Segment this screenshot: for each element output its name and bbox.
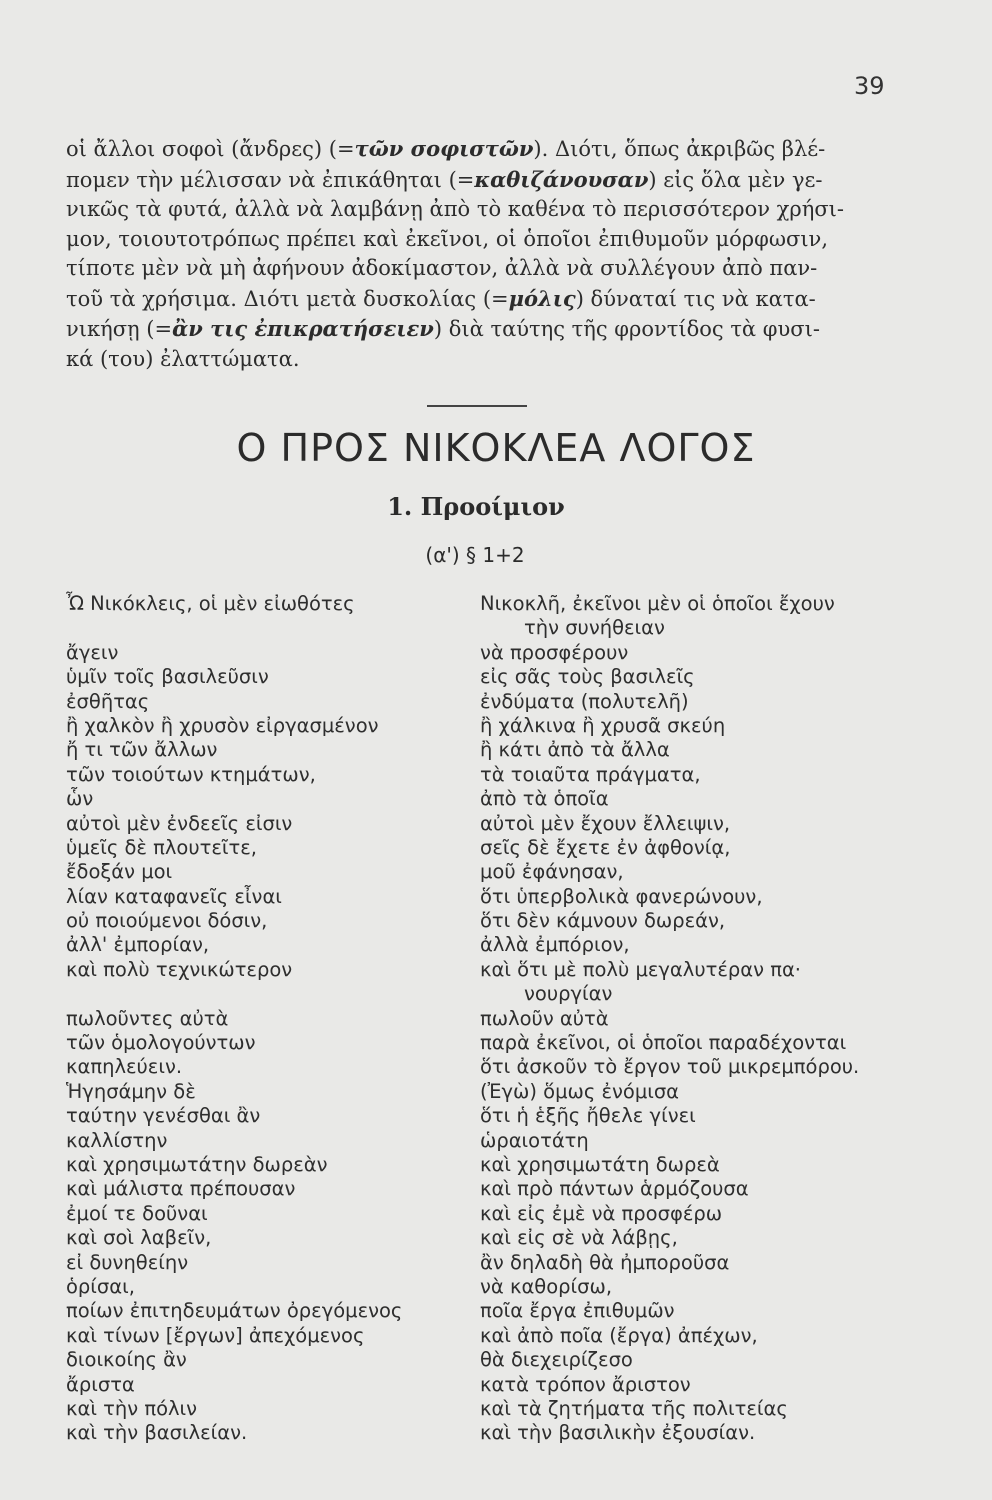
greek-line: ὁρίσαι,: [66, 1274, 135, 1298]
intro-line: [66, 195, 892, 225]
translation-line: ὡραιοτάτη: [480, 1128, 589, 1152]
greek-line: ἐσθῆτας: [66, 689, 150, 713]
translation-line: ὅτι ἀσκοῦν τὸ ἔργον τοῦ μικρεμπόρου.: [480, 1055, 860, 1079]
translation-line: κατὰ τρόπον ἄριστον: [480, 1372, 691, 1396]
greek-line: πωλοῦντες αὐτὰ: [66, 1006, 229, 1030]
greek-line: καὶ μάλιστα πρέπουσαν: [66, 1177, 296, 1201]
greek-line: καὶ τίνων [ἔργων] ἀπεχόμενος: [66, 1323, 365, 1347]
translation-line: καὶ τὰ ζητήματα τῆς πολιτείας: [480, 1396, 788, 1420]
translation-line: ἀπὸ τὰ ὁποῖα: [480, 787, 609, 811]
intro-text: κά (του) ἐλαττώματα.: [66, 346, 300, 371]
intro-emphasis: καθιζάνουσαν: [474, 166, 649, 192]
translation-line: καὶ εἰς ἐμὲ νὰ προσφέρω: [480, 1201, 723, 1225]
intro-emphasis: μόλις: [508, 285, 576, 311]
greek-line: ὧν: [66, 787, 94, 811]
greek-line: Ἡγησάμην δὲ: [66, 1079, 196, 1103]
greek-line: λίαν καταφανεῖς εἶναι: [66, 884, 282, 908]
intro-text: οἱ ἄλλοι σοφοὶ (ἄνδρες) (=: [66, 137, 355, 161]
intro-text: ). Διότι, ὅπως ἀκριβῶς βλέ-: [533, 137, 826, 161]
section-heading: 1. Προοίμιον: [387, 492, 565, 521]
greek-line: [66, 616, 466, 640]
translation-line: (Ἐγὼ) ὅμως ἐνόμισα: [480, 1079, 680, 1103]
greek-line: ἔδοξάν μοι: [66, 860, 173, 884]
intro-emphasis: τῶν σοφιστῶν: [354, 136, 534, 161]
intro-emphasis: ἂν τις ἐπικρατήσειεν: [172, 316, 434, 341]
intro-text: νικῶς τὰ φυτά, ἀλλὰ νὰ λαμβάνῃ ἀπὸ τὸ καθένα τὸ περισσότερον χρήσι-: [66, 197, 844, 221]
original-text-column: [66, 592, 466, 1446]
intro-line: [66, 254, 892, 284]
translation-line: νουργίαν: [524, 982, 613, 1006]
translation-line: θὰ διεχειρίζεσο: [480, 1348, 633, 1372]
greek-line: ἄριστα: [66, 1372, 135, 1396]
greek-line: ἤ τι τῶν ἄλλων: [66, 738, 218, 762]
greek-line: ὑμεῖς δὲ πλουτεῖτε,: [66, 835, 257, 859]
translation-line: εἰς σᾶς τοὺς βασιλεῖς: [480, 665, 695, 689]
translation-line: σεῖς δὲ ἔχετε ἐν ἀφθονίᾳ,: [480, 835, 731, 859]
translation-line: ἢ χάλκινα ἢ χρυσᾶ σκεύη: [480, 713, 726, 737]
translation-line: τὴν συνήθειαν: [524, 616, 665, 640]
intro-line: [66, 284, 892, 315]
translation-line: καὶ ἀπὸ ποῖα (ἔργα) ἀπέχων,: [480, 1323, 758, 1347]
intro-text: τίποτε μὲν νὰ μὴ ἀφήνουν ἀδοκίμαστον, ἀλλὰ νὰ συλλέγουν ἀπὸ παν-: [66, 256, 818, 280]
translation-line: ἐνδύματα (πολυτελῆ): [480, 689, 689, 713]
translation-line: ὅτι ἡ ἑξῆς ἤθελε γίνει: [480, 1104, 696, 1128]
subsection-heading: (α') § 1+2: [425, 543, 525, 567]
translation-line: ὅτι δὲν κάμνουν δωρεάν,: [480, 909, 726, 933]
greek-line: καὶ τὴν βασιλείαν.: [66, 1421, 248, 1445]
page-number: 39: [854, 72, 885, 100]
translation-line: πωλοῦν αὐτὰ: [480, 1006, 609, 1030]
greek-line: καὶ πολὺ τεχνικώτερον: [66, 957, 293, 981]
translation-line: νὰ προσφέρουν: [480, 640, 629, 664]
translation-line: μοῦ ἐφάνησαν,: [480, 860, 624, 884]
translation-line: ἂν δηλαδὴ θὰ ἠμποροῦσα: [480, 1250, 730, 1274]
translation-line: καὶ πρὸ πάντων ἁρμόζουσα: [480, 1177, 749, 1201]
translation-line: ἢ κάτι ἀπὸ τὰ ἄλλα: [480, 738, 670, 762]
translation-line: αὐτοὶ μὲν ἔχουν ἔλλειψιν,: [480, 811, 731, 835]
translation-line: Νικοκλῆ, ἐκεῖνοι μὲν οἱ ὁποῖοι ἔχουν: [480, 592, 835, 615]
translation-line: καὶ ὅτι μὲ πολὺ μεγαλυτέραν πα·: [480, 957, 802, 981]
translation-line: καὶ τὴν βασιλικὴν ἐξουσίαν.: [480, 1421, 756, 1445]
greek-line: ἢ χαλκὸν ἢ χρυσὸν εἰργασμένον: [66, 713, 379, 737]
intro-text: ) δύναταί τις νὰ κατα-: [575, 286, 816, 311]
translation-line: παρὰ ἐκεῖνοι, οἱ ὁποῖοι παραδέχονται: [480, 1031, 847, 1055]
intro-line: [66, 134, 892, 165]
greek-line: ταύτην γενέσθαι ἂν: [66, 1104, 261, 1128]
greek-line: καὶ χρησιμωτάτην δωρεὰν: [66, 1152, 328, 1176]
intro-text: ) διὰ ταύτης τῆς φροντίδος τὰ φυσι-: [433, 317, 820, 341]
greek-line: τῶν ὁμολογούντων: [66, 1031, 256, 1055]
greek-line: καὶ σοὶ λαβεῖν,: [66, 1226, 212, 1250]
greek-line: ὑμῖν τοῖς βασιλεῦσιν: [66, 665, 269, 689]
translation-column: [480, 592, 940, 1446]
translation-line: ποῖα ἔργα ἐπιθυμῶν: [480, 1299, 675, 1323]
intro-text: νικήσῃ (=: [66, 317, 173, 341]
greek-line: καπηλεύειν.: [66, 1055, 183, 1079]
intro-line: [66, 314, 892, 345]
translation-line: ἀλλὰ ἐμπόριον,: [480, 933, 630, 957]
greek-line: εἰ δυνηθείην: [66, 1250, 189, 1274]
greek-line: τῶν τοιούτων κτημάτων,: [66, 762, 316, 786]
translation-line: καὶ εἰς σὲ νὰ λάβῃς,: [480, 1226, 678, 1250]
greek-line: ποίων ἐπιτηδευμάτων ὀρεγόμενος: [66, 1299, 403, 1323]
intro-text: τοῦ τὰ χρήσιμα. Διότι μετὰ δυσκολίας (=: [66, 286, 509, 311]
greek-line: αὐτοὶ μὲν ἐνδεεῖς εἰσιν: [66, 811, 293, 835]
greek-line: καλλίστην: [66, 1128, 168, 1152]
translation-line: νὰ καθορίσω,: [480, 1274, 613, 1298]
greek-line: διοικοίης ἂν: [66, 1348, 187, 1372]
translation-line: τὰ τοιαῦτα πράγματα,: [480, 762, 701, 786]
intro-text: μον, τοιουτοτρόπως πρέπει καὶ ἐκεῖνοι, οἱ ὁποῖοι ἐπιθυμοῦν μόρφωσιν,: [66, 226, 828, 251]
greek-line: [66, 982, 466, 1006]
intro-text: ) εἰς ὅλα μὲν γε-: [648, 167, 823, 192]
greek-line: καὶ τὴν πόλιν: [66, 1396, 198, 1420]
greek-line: ἄγειν: [66, 640, 119, 664]
intro-line: [66, 165, 892, 196]
intro-line: [66, 225, 892, 255]
page-title: Ο ΠΡΟΣ ΝΙΚΟΚΛΕΑ ΛΟΓΟΣ: [236, 426, 756, 470]
translation-line: ὅτι ὑπερβολικὰ φανερώνουν,: [480, 884, 763, 908]
greek-line: Ὦ Νικόκλεις, οἱ μὲν εἰωθότες: [66, 592, 355, 615]
greek-line: ἀλλ' ἐμπορίαν,: [66, 933, 210, 957]
translation-line: καὶ χρησιμωτάτη δωρεὰ: [480, 1152, 720, 1176]
intro-line: [66, 345, 892, 375]
divider: [427, 405, 527, 407]
intro-paragraph: [66, 134, 892, 374]
greek-line: οὐ ποιούμενοι δόσιν,: [66, 909, 268, 933]
greek-line: ἐμοί τε δοῦναι: [66, 1201, 208, 1225]
intro-text: πομεν τὴν μέλισσαν νὰ ἐπικάθηται (=: [66, 167, 475, 192]
